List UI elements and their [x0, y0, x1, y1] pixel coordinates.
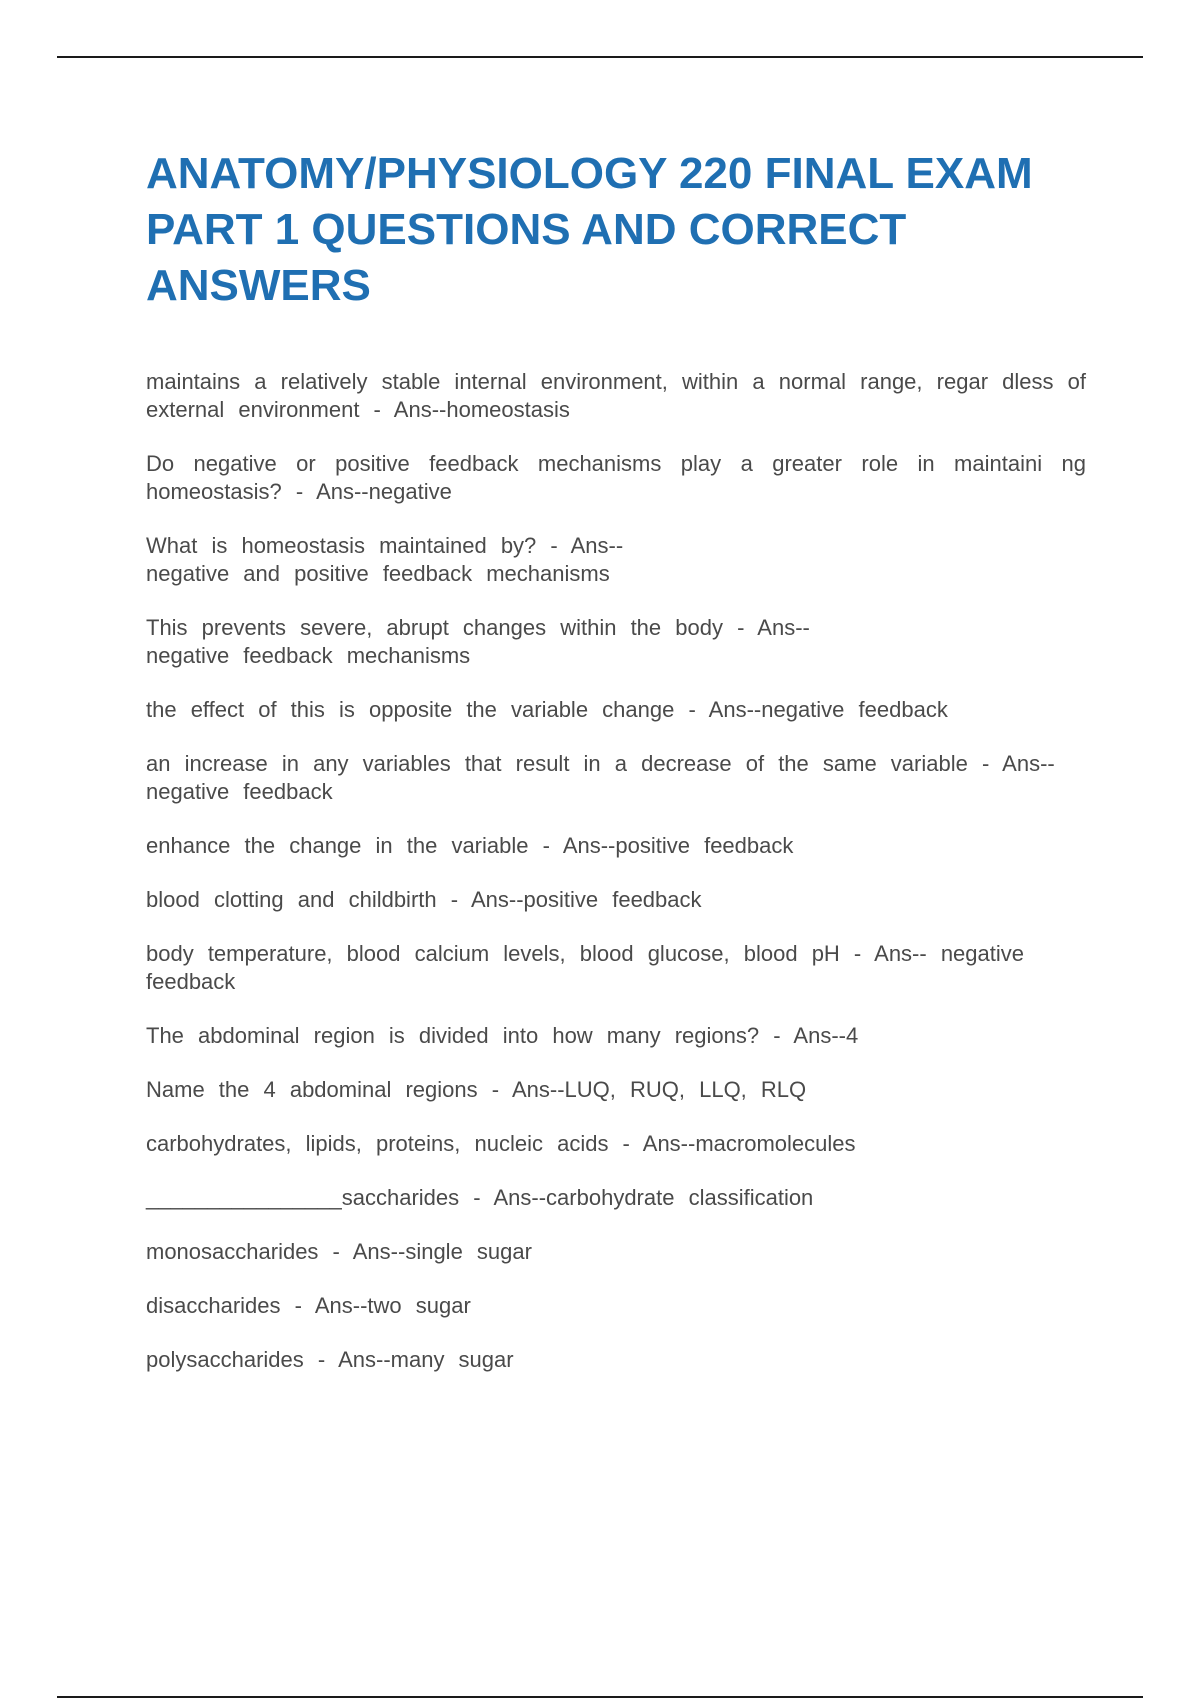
- qa-list: [146, 368, 1086, 1400]
- document-title: ANATOMY/PHYSIOLOGY 220 FINAL EXAM PART 1 QUESTIONS AND CORRECT ANSWERS: [146, 149, 1033, 310]
- qa-item: polysaccharides - Ans--many sugar: [146, 1347, 514, 1372]
- qa-item: This prevents severe, abrupt changes within the body - Ans-- negative feedback mechanisms: [146, 615, 810, 668]
- qa-item: disaccharides - Ans--two sugar: [146, 1293, 471, 1318]
- qa-item: enhance the change in the variable - Ans--positive feedback: [146, 833, 794, 858]
- qa-item: What is homeostasis maintained by? - Ans-- negative and positive feedback mechanisms: [146, 533, 624, 586]
- qa-item: carbohydrates, lipids, proteins, nucleic acids - Ans--macromolecules: [146, 1131, 856, 1156]
- qa-item: body temperature, blood calcium levels, blood glucose, blood pH - Ans-- negative feedback: [146, 941, 1025, 994]
- qa-item: the effect of this is opposite the variable change - Ans--negative feedback: [146, 697, 948, 722]
- qa-item: Name the 4 abdominal regions - Ans--LUQ, RUQ, LLQ, RLQ: [146, 1077, 807, 1102]
- qa-item: The abdominal region is divided into how many regions? - Ans--4: [146, 1023, 859, 1048]
- qa-item: an increase in any variables that result in a decrease of the same variable - Ans--negative feedback: [146, 751, 1055, 804]
- bottom-rule: [57, 1696, 1143, 1698]
- qa-item: ________________saccharides - Ans--carbohydrate classification: [146, 1185, 814, 1210]
- qa-item: monosaccharides - Ans--single sugar: [146, 1239, 532, 1264]
- top-rule: [57, 56, 1143, 58]
- qa-item: Do negative or positive feedback mechanisms play a greater role in maintaini ng homeostasis? - Ans--negative: [146, 451, 1086, 504]
- qa-item: maintains a relatively stable internal environment, within a normal range, regar dless of external environment - Ans--homeostasis: [146, 369, 1086, 422]
- qa-item: blood clotting and childbirth - Ans--positive feedback: [146, 887, 702, 912]
